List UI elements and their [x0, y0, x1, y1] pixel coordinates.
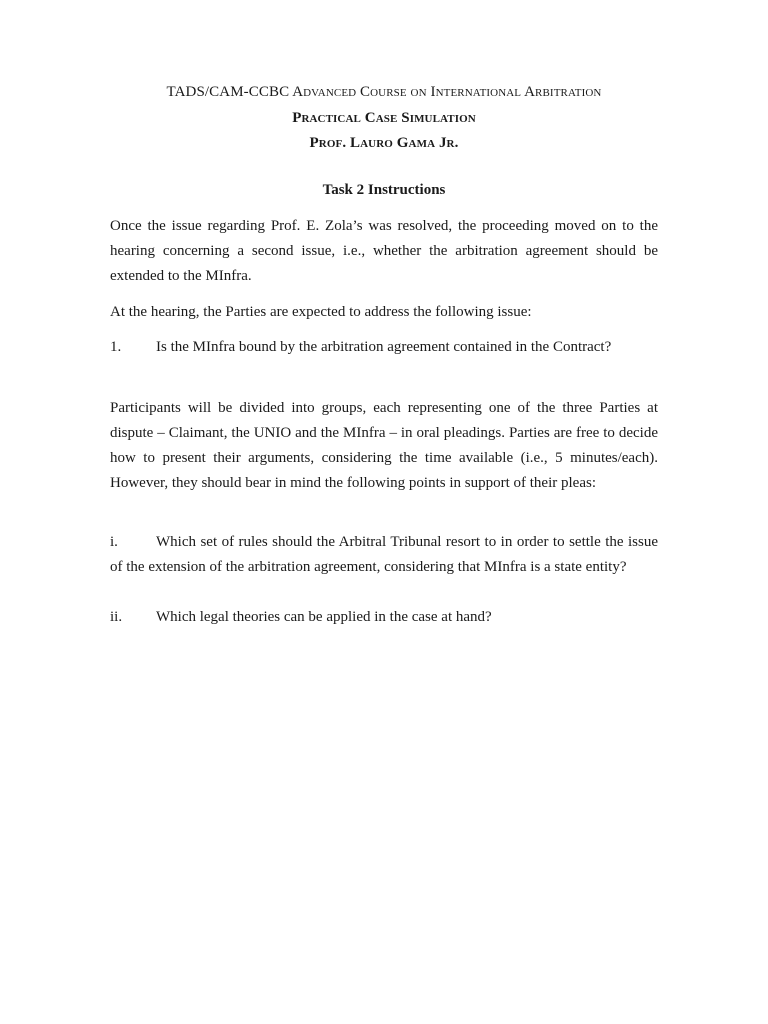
item-text: Is the MInfra bound by the arbitration agreement contained in the Contract?	[156, 339, 612, 355]
intro-paragraph: Once the issue regarding Prof. E. Zola’s was resolved, the proceeding moved on to the hearing concerning a second issue, i.e., whether the arbitration agreement should be extended to the MInfra.	[110, 218, 658, 284]
numbered-item	[110, 335, 658, 360]
item-marker: ii.	[110, 609, 123, 625]
course-title: TADS/CAM-CCBC Advanced Course on International Arbitration	[166, 84, 602, 100]
item-marker: i.	[110, 534, 118, 550]
item-text: Which legal theories can be applied in the case at hand?	[156, 609, 492, 625]
item-marker: 1.	[110, 339, 122, 355]
roman-item	[110, 605, 658, 630]
task-title: Task 2 Instructions	[322, 182, 446, 198]
item-text: Which set of rules should the Arbitral Tribunal resort to in order to settle the issue of the extension of the arbitration agreement, considering that MInfra is a state entity?	[110, 534, 658, 575]
simulation-subtitle: Practical Case Simulation	[292, 110, 476, 126]
hearing-paragraph: At the hearing, the Parties are expected to address the following issue:	[110, 304, 532, 320]
roman-item	[110, 530, 658, 580]
participants-paragraph: Participants will be divided into groups, each representing one of the three Parties at dispute – Claimant, the UNIO and the MInfra – in oral pleadings. Parties are free to decide how to present their arguments, considering the time available (i.e., 5 minutes/each). However, they should bear in mind the following points in support of their pleas:	[110, 400, 658, 491]
professor-name: Prof. Lauro Gama Jr.	[309, 135, 459, 151]
